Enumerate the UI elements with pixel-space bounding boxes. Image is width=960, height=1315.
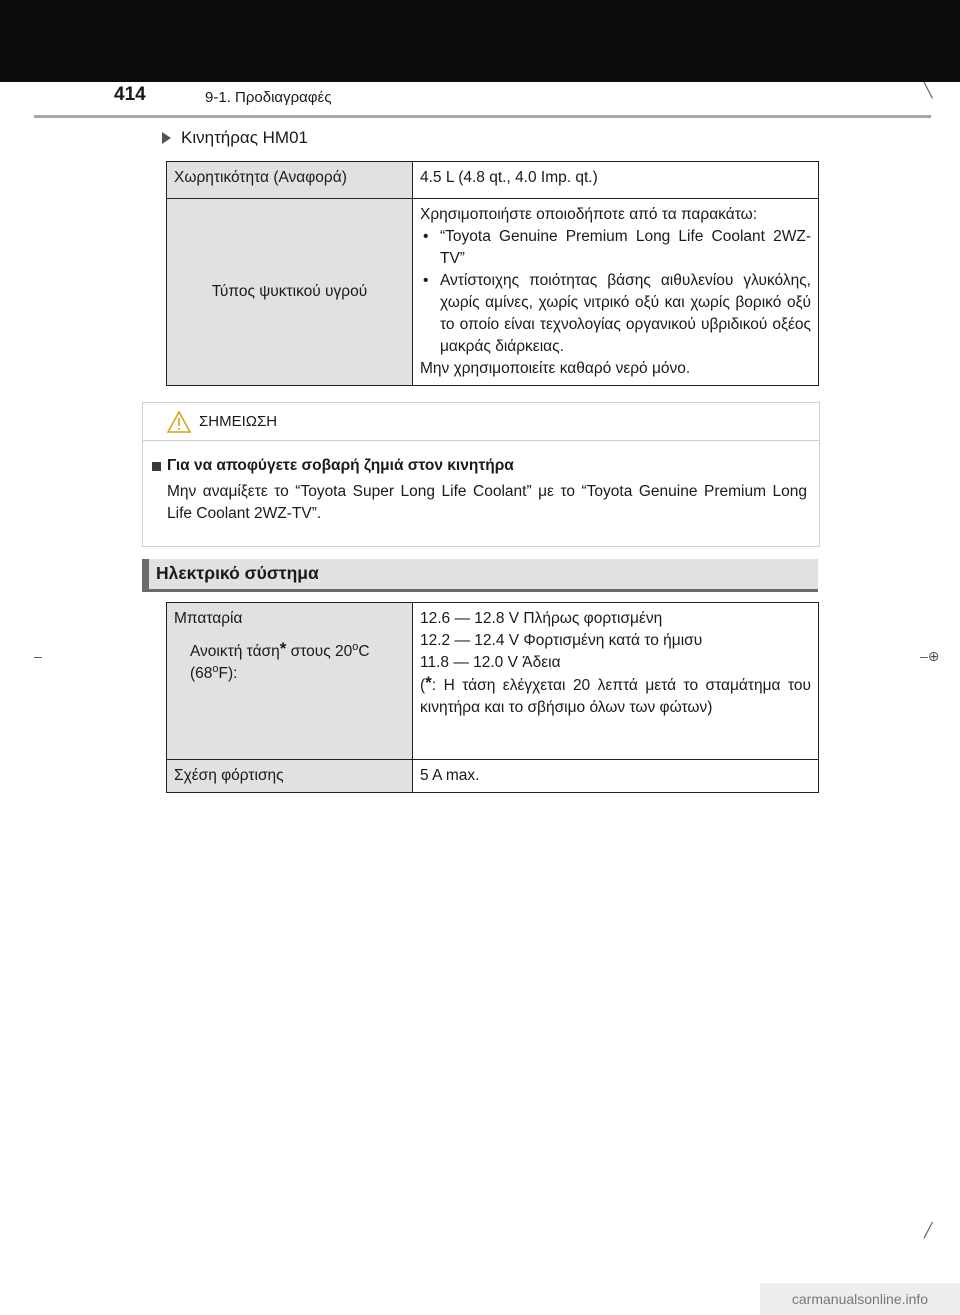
triangle-bullet-icon bbox=[162, 132, 171, 144]
voltage-footnote: (*: Η τάση ελέγχεται 20 λεπτά μετά το σταμάτημα του κινητήρα και το σβήσιμο όλων των φώτων) bbox=[420, 673, 811, 716]
coolant-cell bbox=[413, 199, 819, 386]
notice-label: ΣΗΜΕΙΩΣΗ bbox=[199, 413, 278, 430]
asterisk-mark: * bbox=[425, 673, 432, 692]
coolant-intro: Χρησιμοποιήστε οποιοδήποτε από τα παρακάτω: bbox=[420, 206, 758, 223]
crop-mark-bottom-right: ╱ bbox=[924, 1222, 933, 1238]
capacity-label: Χωρητικότητα (Αναφορά) bbox=[167, 162, 413, 199]
voltage-empty: 11.8 — 12.0 V Άδεια bbox=[420, 654, 561, 671]
table-row bbox=[167, 199, 819, 386]
list-item: • Αντίστοιχης ποιότητας βάσης αιθυλενίου γλυκόλης, χωρίς αμίνες, χωρίς νιτρικό οξύ και χωρίς βορικό οξύ το οποίο είναι τεχνολογίας οργανικού υβριδικού οξέος μακράς διάρκειας. bbox=[420, 270, 811, 358]
table-row bbox=[167, 603, 819, 760]
notice-box bbox=[142, 402, 820, 547]
battery-label: Μπαταρία bbox=[174, 610, 243, 627]
notice-body: Μην αναμίξετε το “Toyota Super Long Life Coolant” με το “Toyota Genuine Premium Long Life Coolant 2WZ-TV”. bbox=[167, 483, 807, 522]
table-row bbox=[167, 162, 819, 199]
section-title: 9-1. Προδιαγραφές bbox=[205, 89, 332, 106]
degree-sign: o bbox=[212, 662, 219, 675]
page-number: 414 bbox=[114, 84, 146, 105]
notice-header bbox=[143, 403, 819, 441]
voltage-half: 12.2 — 12.4 V Φορτισμένη κατά το ήμισυ bbox=[420, 632, 703, 649]
notice-subtitle: Για να αποφύγετε σοβαρή ζημιά στον κινητήρα bbox=[152, 457, 819, 475]
charge-value: 5 A max. bbox=[413, 760, 819, 793]
warning-triangle-icon bbox=[167, 411, 191, 433]
electrical-heading: Ηλεκτρικό σύστημα bbox=[142, 559, 818, 592]
crop-mark-right: –⊕ bbox=[920, 648, 940, 664]
coolant-label: Τύπος ψυκτικού υγρού bbox=[167, 199, 413, 386]
charge-label: Σχέση φόρτισης bbox=[167, 760, 413, 793]
top-black-bar bbox=[0, 0, 960, 82]
engine-spec-table bbox=[166, 161, 819, 386]
crop-mark-top-right: ╲ bbox=[924, 82, 933, 98]
header-rule bbox=[34, 115, 931, 118]
engine-subheading: Κινητήρας HM01 bbox=[162, 128, 308, 148]
crop-mark-left: – bbox=[34, 648, 42, 664]
battery-values-cell bbox=[413, 603, 819, 760]
coolant-outro: Μην χρησιμοποιείτε καθαρό νερό μόνο. bbox=[420, 360, 691, 377]
square-bullet-icon bbox=[152, 462, 161, 471]
coolant-list bbox=[420, 226, 811, 358]
degree-sign: o bbox=[352, 640, 359, 653]
list-item: • “Toyota Genuine Premium Long Life Coolant 2WZ-TV” bbox=[420, 226, 811, 270]
asterisk-mark: * bbox=[279, 639, 287, 658]
electrical-spec-table bbox=[166, 602, 819, 793]
voltage-full: 12.6 — 12.8 V Πλήρως φορτισμένη bbox=[420, 610, 663, 627]
table-row bbox=[167, 760, 819, 793]
open-voltage-label: Ανοικτή τάση* στους 20$^o$C (68$^o$F): bbox=[190, 639, 370, 682]
heading-bar bbox=[142, 559, 149, 589]
watermark: carmanualsonline.info bbox=[760, 1283, 960, 1315]
battery-label-cell bbox=[167, 603, 413, 760]
capacity-value: 4.5 L (4.8 qt., 4.0 Imp. qt.) bbox=[413, 162, 819, 199]
